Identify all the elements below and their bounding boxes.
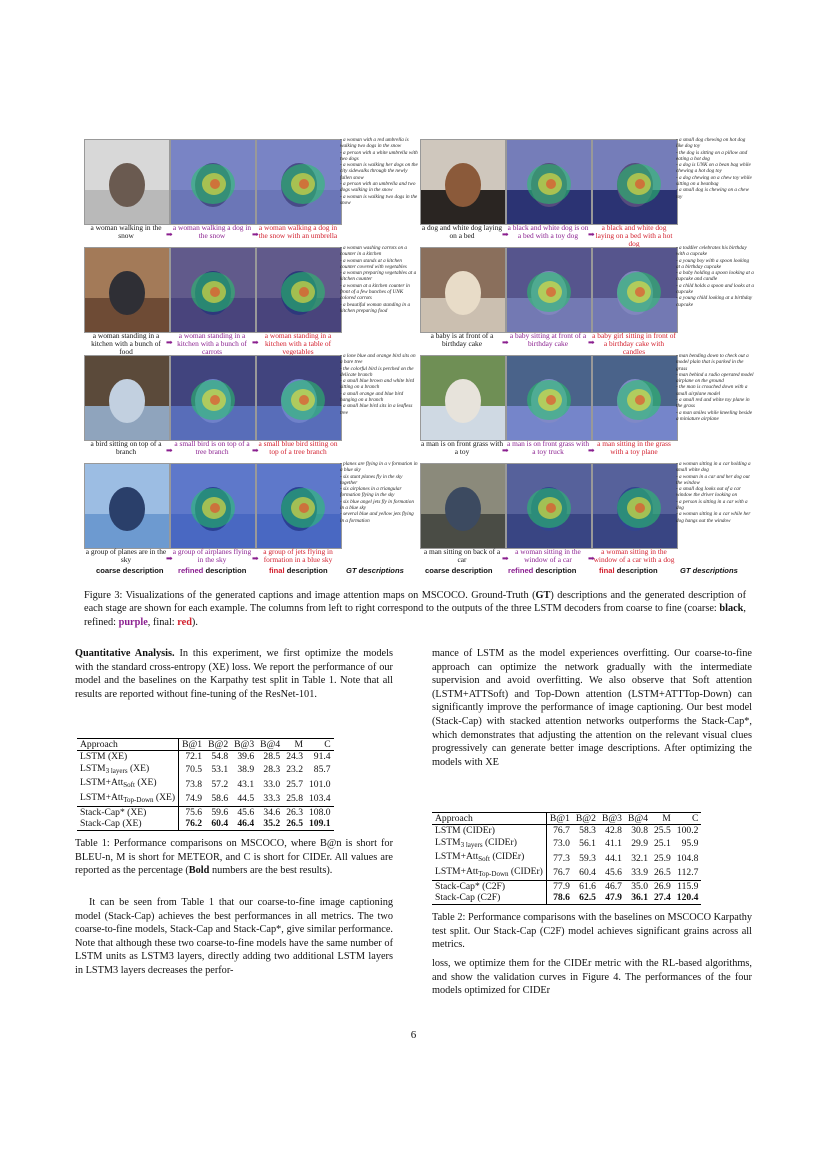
table-header-cell: Approach: [432, 813, 546, 825]
refined-caption: a woman sitting in the window of a car: [515, 547, 581, 564]
attention-map-image: [256, 355, 342, 441]
coarse-caption: a dog and white dog laying on a bed: [421, 223, 503, 240]
final-caption: a black and white dog laying on a bed with a hot dog: [595, 223, 673, 248]
page-number: 6: [410, 1029, 417, 1041]
gt-descriptions: - a toddler celebrates his birthday with a cupcake - a young boy with a spoon looking at a birthday cupcake - a baby holding a spoon looking at a cupcake and candle - a child holds a spoon and looks at a cupcake - a young child looking at a birthday cupcake: [676, 245, 754, 308]
final-caption: a woman walking a dog in the snow with an umbrella: [258, 223, 338, 240]
refined-caption: a group of airplanes flying in the sky: [172, 547, 252, 564]
coarse-caption: a bird sitting on top of a branch: [90, 439, 162, 456]
table-header-cell: C: [306, 739, 334, 751]
attention-map-image: [170, 247, 256, 333]
figure-example: [84, 245, 417, 356]
table-row: LSTM+Att$_{Top-Down}$ (XE) 74.9 58.6 44.5 33.3 25.8 103.4: [77, 792, 334, 807]
original-image: [420, 139, 506, 225]
table-row: $LSTM_{3 layers}$ (XE) 70.5 53.1 38.9 28.3 23.2 85.7: [77, 763, 334, 777]
arrow-right-icon: ➡: [252, 446, 259, 455]
attention-map-image: [256, 463, 342, 549]
final-caption: a man sitting in the grass with a toy plane: [597, 439, 671, 456]
left-column-para2: It can be seen from Table 1 that our coarse-to-fine image captioning model (Stack-Cap) achieves the best performances in all metrics. The two coarse-to-fine models, Stack-Cap and Stack-Cap*, give similar performance. Note that although these two coarse-to-fine models have the same number of LSTM units as LSTM3 layers, directly adding two additional LSTM layers in LSTM3 layers decreases the perfor-: [75, 897, 393, 976]
coarse-caption: a woman walking in the snow: [90, 223, 162, 240]
arrow-right-icon: ➡: [588, 338, 595, 347]
original-image: [84, 355, 170, 441]
gt-descriptions: - a woman with a red umbrella is walking two dogs in the snow - a person with a white umbrella with two dogs - a woman is walking her dogs on the city sidewalks through the newly fallen snow - a person with an umbrella and two dogs walking in the snow - a woman is walking two dogs in the snow: [340, 137, 418, 206]
table-header-cell: B@1: [546, 813, 573, 825]
table-header-cell: B@3: [599, 813, 625, 825]
arrow-right-icon: ➡: [502, 338, 509, 347]
left-column-para1: Quantitative Analysis. In this experiment, we first optimize the models with the standard cross-entropy (XE) loss. We report the performance of our model and the baselines on the Karpathy test split in Table 1. Note that all results are reported without fine-tuning of the ResNet-101.: [75, 648, 393, 700]
figure-example: [84, 353, 416, 460]
final-caption: a woman sitting in the window of a car with a dog: [593, 547, 675, 564]
col-header-coarse: coarse description: [96, 566, 164, 575]
original-image: [84, 139, 170, 225]
arrow-right-icon: ➡: [166, 554, 173, 563]
arrow-right-icon: ➡: [502, 446, 509, 455]
table-header-cell: B@1: [179, 739, 206, 751]
arrow-right-icon: ➡: [588, 446, 595, 455]
attention-map-image: [256, 247, 342, 333]
table-2-caption: Table 2: Performance comparisons with the baselines on MSCOCO Karpathy test split. Our Stack-Cap (C2F) model achieves significant grains across all metrics.: [432, 912, 752, 951]
arrow-right-icon: ➡: [588, 230, 595, 239]
figure-example: [84, 137, 418, 244]
table-header-cell: B@2: [573, 813, 599, 825]
attention-map-image: [170, 355, 256, 441]
attention-map-image: [592, 139, 678, 225]
col-header-final: final description: [269, 566, 328, 575]
arrow-right-icon: ➡: [166, 338, 173, 347]
table-row: Stack-Cap (C2F) 78.6 62.5 47.9 36.1 27.4 120.4: [432, 892, 701, 904]
arrow-right-icon: ➡: [502, 230, 509, 239]
refined-caption: a black and white dog is on a bed with a toy dog: [507, 223, 589, 240]
right-column-para1: mance of LSTM as the model experiences overfitting. Our coarse-to-fine approach can optimize the network gradually with the intermediate supervision and avoid overfitting. We also observe that Soft attention (LSTM+ATTSoft) and Top-Down attention (LSTM+ATTTop-Down) can significantly improve the performance of image captioning. Our best model (Stack-Cap) with stacked attention networks outperforms the Stack-Cap*, which demonstrates that adjusting the attention on the relevant visual clues progressively can generate better image descriptions. After optimizing the models with XE: [432, 648, 752, 768]
refined-caption: a small bird is on top of a tree branch: [174, 439, 250, 456]
table-1: [77, 738, 334, 831]
original-image: [420, 247, 506, 333]
table-row: LSTM+Att$_{Top-Down}$ (CIDEr) 76.7 60.4 45.6 33.9 26.5 112.7: [432, 866, 701, 881]
attention-map-image: [506, 355, 592, 441]
figure-example: [420, 245, 754, 356]
final-caption: a baby girl sitting in front of a birthday cake with candles: [592, 331, 676, 356]
attention-map-image: [592, 247, 678, 333]
coarse-caption: a man sitting on back of a car: [423, 547, 501, 564]
arrow-right-icon: ➡: [502, 554, 509, 563]
refined-caption: a woman walking a dog in the snow: [172, 223, 252, 240]
figure-3: [84, 137, 754, 577]
table-row: Stack-Cap* (C2F) 77.9 61.6 46.7 35.0 26.9 115.9: [432, 881, 701, 893]
table-row: LSTM (XE) 72.1 54.8 39.6 28.5 24.3 91.4: [77, 751, 334, 763]
final-caption: a small blue bird sitting on top of a tree branch: [258, 439, 338, 456]
gt-descriptions: - planes are flying in a v formation in a blue sky - six stunt planes fly in the sky together - six airplanes in a triangular formation flying in the sky - six blue angel jets fly in formation in a blue sky - several blue and yellow jets flying in a formation: [340, 461, 418, 524]
attention-map-image: [170, 139, 256, 225]
attention-map-image: [506, 247, 592, 333]
figure-3-caption: Figure 3: Visualizations of the generated captions and image attention maps on MSCOCO. Ground-Truth (GT) descriptions and the generated description of each stage are shown for each example. The columns from left to right correspond to the outputs of the three LSTM decoders from coarse to fine (coarse: black, refined: purple, final: red).: [84, 590, 746, 628]
gt-descriptions: - a small dog chewing on hot dog like dog toy - the dog is sitting on a pillow and eating a hot dog - a dog is UNK on a bean bag while chewing a hot dog toy - a dog chewing on a chew toy while sitting on a beanbag - a small dog is chewing on a chew toy: [676, 137, 752, 200]
figure-example: [420, 353, 754, 460]
original-image: [84, 247, 170, 333]
table-row: LSTM (CIDEr) 76.7 58.3 42.8 30.8 25.5 100.2: [432, 825, 701, 837]
coarse-caption: a woman standing in a kitchen with a bunch of food: [91, 331, 161, 356]
original-image: [420, 355, 506, 441]
table-row: LSTM+Att$_{Soft}$ (CIDEr) 77.3 59.3 44.1 32.1 25.9 104.8: [432, 851, 701, 865]
col-header-refined: refined description: [178, 566, 247, 575]
figure-example: [420, 461, 749, 568]
attention-map-image: [170, 463, 256, 549]
attention-map-image: [592, 355, 678, 441]
table-header-cell: Approach: [77, 739, 179, 751]
arrow-right-icon: ➡: [252, 554, 259, 563]
attention-map-image: [592, 463, 678, 549]
original-image: [84, 463, 170, 549]
col-header-refined-right: refined description: [508, 566, 577, 575]
table-1-caption: Table 1: Performance comparisons on MSCOCO, where B@n is short for BLEU-n, M is short for METEOR, and C is short for CIDEr. All values are reported as the percentage (Bold numbers are the best results).: [75, 838, 393, 877]
figure-example: [84, 461, 418, 568]
figure-example: [420, 137, 752, 248]
final-caption: a group of jets flying in formation in a blue sky: [263, 547, 333, 564]
table-header-cell: B@4: [257, 739, 283, 751]
right-column-para2: loss, we optimize them for the CIDEr metric with the RL-based algorithms, and show the validation curves in Figure 4. The performances of the four models optimized for CIDEr: [432, 958, 752, 997]
coarse-caption: a group of planes are in the sky: [85, 547, 167, 564]
arrow-right-icon: ➡: [252, 338, 259, 347]
final-caption: a woman standing in a kitchen with a table of vegetables: [264, 331, 332, 356]
col-header-final-right: final description: [599, 566, 658, 575]
table-row: LSTM+Att$_{Soft}$ (XE) 73.8 57.2 43.1 33.0 25.7 101.0: [77, 777, 334, 791]
col-header-coarse-right: coarse description: [425, 566, 493, 575]
arrow-right-icon: ➡: [166, 446, 173, 455]
table-row: $LSTM_{3 layers}$ (CIDEr) 73.0 56.1 41.1 29.9 25.1 95.9: [432, 837, 701, 851]
table-header-cell: M: [651, 813, 674, 825]
col-header-gt-right: GT descriptions: [680, 566, 738, 575]
table-row: Stack-Cap (XE) 76.2 60.4 46.4 35.2 26.5 109.1: [77, 818, 334, 830]
coarse-caption: a man is on front grass with a toy: [420, 439, 504, 456]
attention-map-image: [256, 139, 342, 225]
table-row: Stack-Cap* (XE) 75.6 59.6 45.6 34.6 26.3 108.0: [77, 807, 334, 819]
table-header-cell: B@4: [625, 813, 651, 825]
gt-descriptions: - man bending down to check out a model plain that is parked in the grass - man behind a radio operated model airplane on the ground - the man is crouched down with a small airplane model - a small red and white toy plane in the grass - a man smiles while kneeling beside a miniature airplane: [676, 353, 754, 422]
table-header-cell: M: [283, 739, 306, 751]
arrow-right-icon: ➡: [588, 554, 595, 563]
arrow-right-icon: ➡: [252, 230, 259, 239]
refined-caption: a man is on front grass with a toy truck: [506, 439, 590, 456]
table-header-cell: B@3: [231, 739, 257, 751]
table-header-cell: C: [674, 813, 702, 825]
table-2: [432, 812, 701, 905]
gt-descriptions: - a woman sitting in a car holding a small white dog - a woman in a car and her dog out the window - a small dog looks out of a car window the driver looking on - a person is sitting in a car with a dog - a woman sitting in a car while her dog hangs out the window: [676, 461, 751, 524]
coarse-caption: a baby is at front of a birthday cake: [430, 331, 494, 348]
attention-map-image: [506, 463, 592, 549]
col-header-gt: GT descriptions: [346, 566, 404, 575]
arrow-right-icon: ➡: [166, 230, 173, 239]
refined-caption: a woman standing in a kitchen with a bunch of carrots: [177, 331, 247, 356]
refined-caption: a baby sitting at front of a birthday cake: [509, 331, 587, 348]
attention-map-image: [506, 139, 592, 225]
original-image: [420, 463, 506, 549]
gt-descriptions: - a lone blue and orange bird sits on a bare tree - the colorful bird is perched on the delicate branch - a small blue brown and white bird sitting on a branch - a small orange and blue bird hanging on a branch - a small blue bird sits in a leafless tree: [340, 353, 416, 416]
gt-descriptions: - a woman washing carrots on a counter in a kitchen - a woman stands at a kitchen counter covered with vegetables - a woman preparing vegetables at a kitchen counter - a woman at a kitchen counter in front of a few bunches of UNK colored carrots - a beautiful woman standing in a kitchen preparing food: [340, 245, 417, 314]
table-header-cell: B@2: [205, 739, 231, 751]
